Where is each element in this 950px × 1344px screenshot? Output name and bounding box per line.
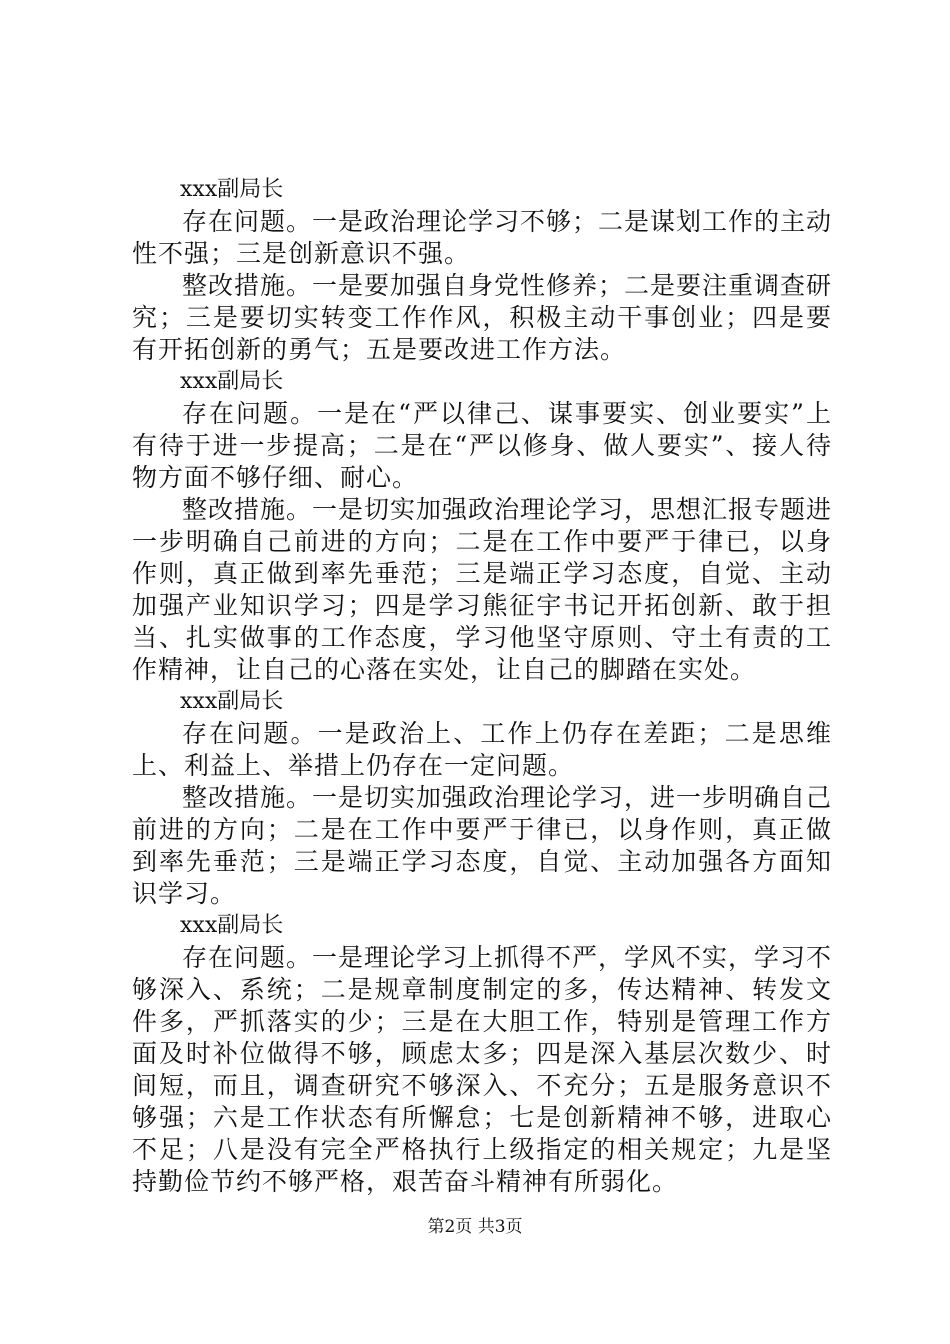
paragraph-measures: 整改措施。一是切实加强政治理论学习，进一步明确自己前进的方向；二是在工作中要严于律已，以身作则，真正做到率先垂范；三是端正学习态度，自觉、主动加强各方面知识学习。 <box>132 783 833 908</box>
section-heading: xxx副局长 <box>180 689 284 714</box>
paragraph-problems: 存在问题。一是在“严以律己、谋事要实、创业要实”上有待于进一步提高；二是在“严以修身、做人要实”、接人待物方面不够仔细、耐心。 <box>132 399 832 492</box>
paragraph-problems: 存在问题。一是理论学习上抓得不严，学风不实，学习不够深入、系统；二是规章制度制定的多，传达精神、转发文件多，严抓落实的少；三是在大胆工作，特别是管理工作方面及时补位做得不够，顾虑太多；四是深入基层次数少、时间短，而且，调查研究不够深入、不充分；五是服务意识不够强；六是工作状态有所懈怠；七是创新精神不够，进取心不足；八是没有完全严格执行上级指定的相关规定；九是坚持勤俭节约不够严格，艰苦奋斗精神有所弱化。 <box>132 943 833 1196</box>
paragraph-measures: 整改措施。一是切实加强政治理论学习，思想汇报专题进一步明确自己前进的方向；二是在工作中要严于律已，以身作则，真正做到率先垂范；三是端正学习态度，自觉、主动加强产业知识学习；四是学习熊征宇书记开拓创新、敢于担当、扎实做事的工作态度，学习他坚守原则、守土有责的工作精神，让自己的心落在实处，让自己的脚踏在实处。 <box>132 495 833 684</box>
paragraph-problems: 存在问题。一是政治上、工作上仍存在差距；二是思维上、利益上、举措上仍存在一定问题。 <box>132 719 832 780</box>
section-heading: xxx副局长 <box>180 913 284 938</box>
section-heading: xxx副局长 <box>180 369 284 394</box>
paragraph-measures: 整改措施。一是要加强自身党性修养；二是要注重调查研究；三是要切实转变工作作风，积极主动干事创业；四是要有开拓创新的勇气；五是要改进工作方法。 <box>132 271 833 364</box>
section-3 <box>132 686 832 910</box>
document-body <box>132 174 832 1198</box>
section-2 <box>132 366 832 686</box>
paragraph-problems: 存在问题。一是政治理论学习不够；二是谋划工作的主动性不强；三是创新意识不强。 <box>132 207 833 268</box>
section-1 <box>132 174 832 366</box>
section-heading: xxx副局长 <box>180 177 284 202</box>
section-4 <box>132 910 832 1198</box>
page-footer: 第2页 共3页 <box>427 1217 523 1237</box>
